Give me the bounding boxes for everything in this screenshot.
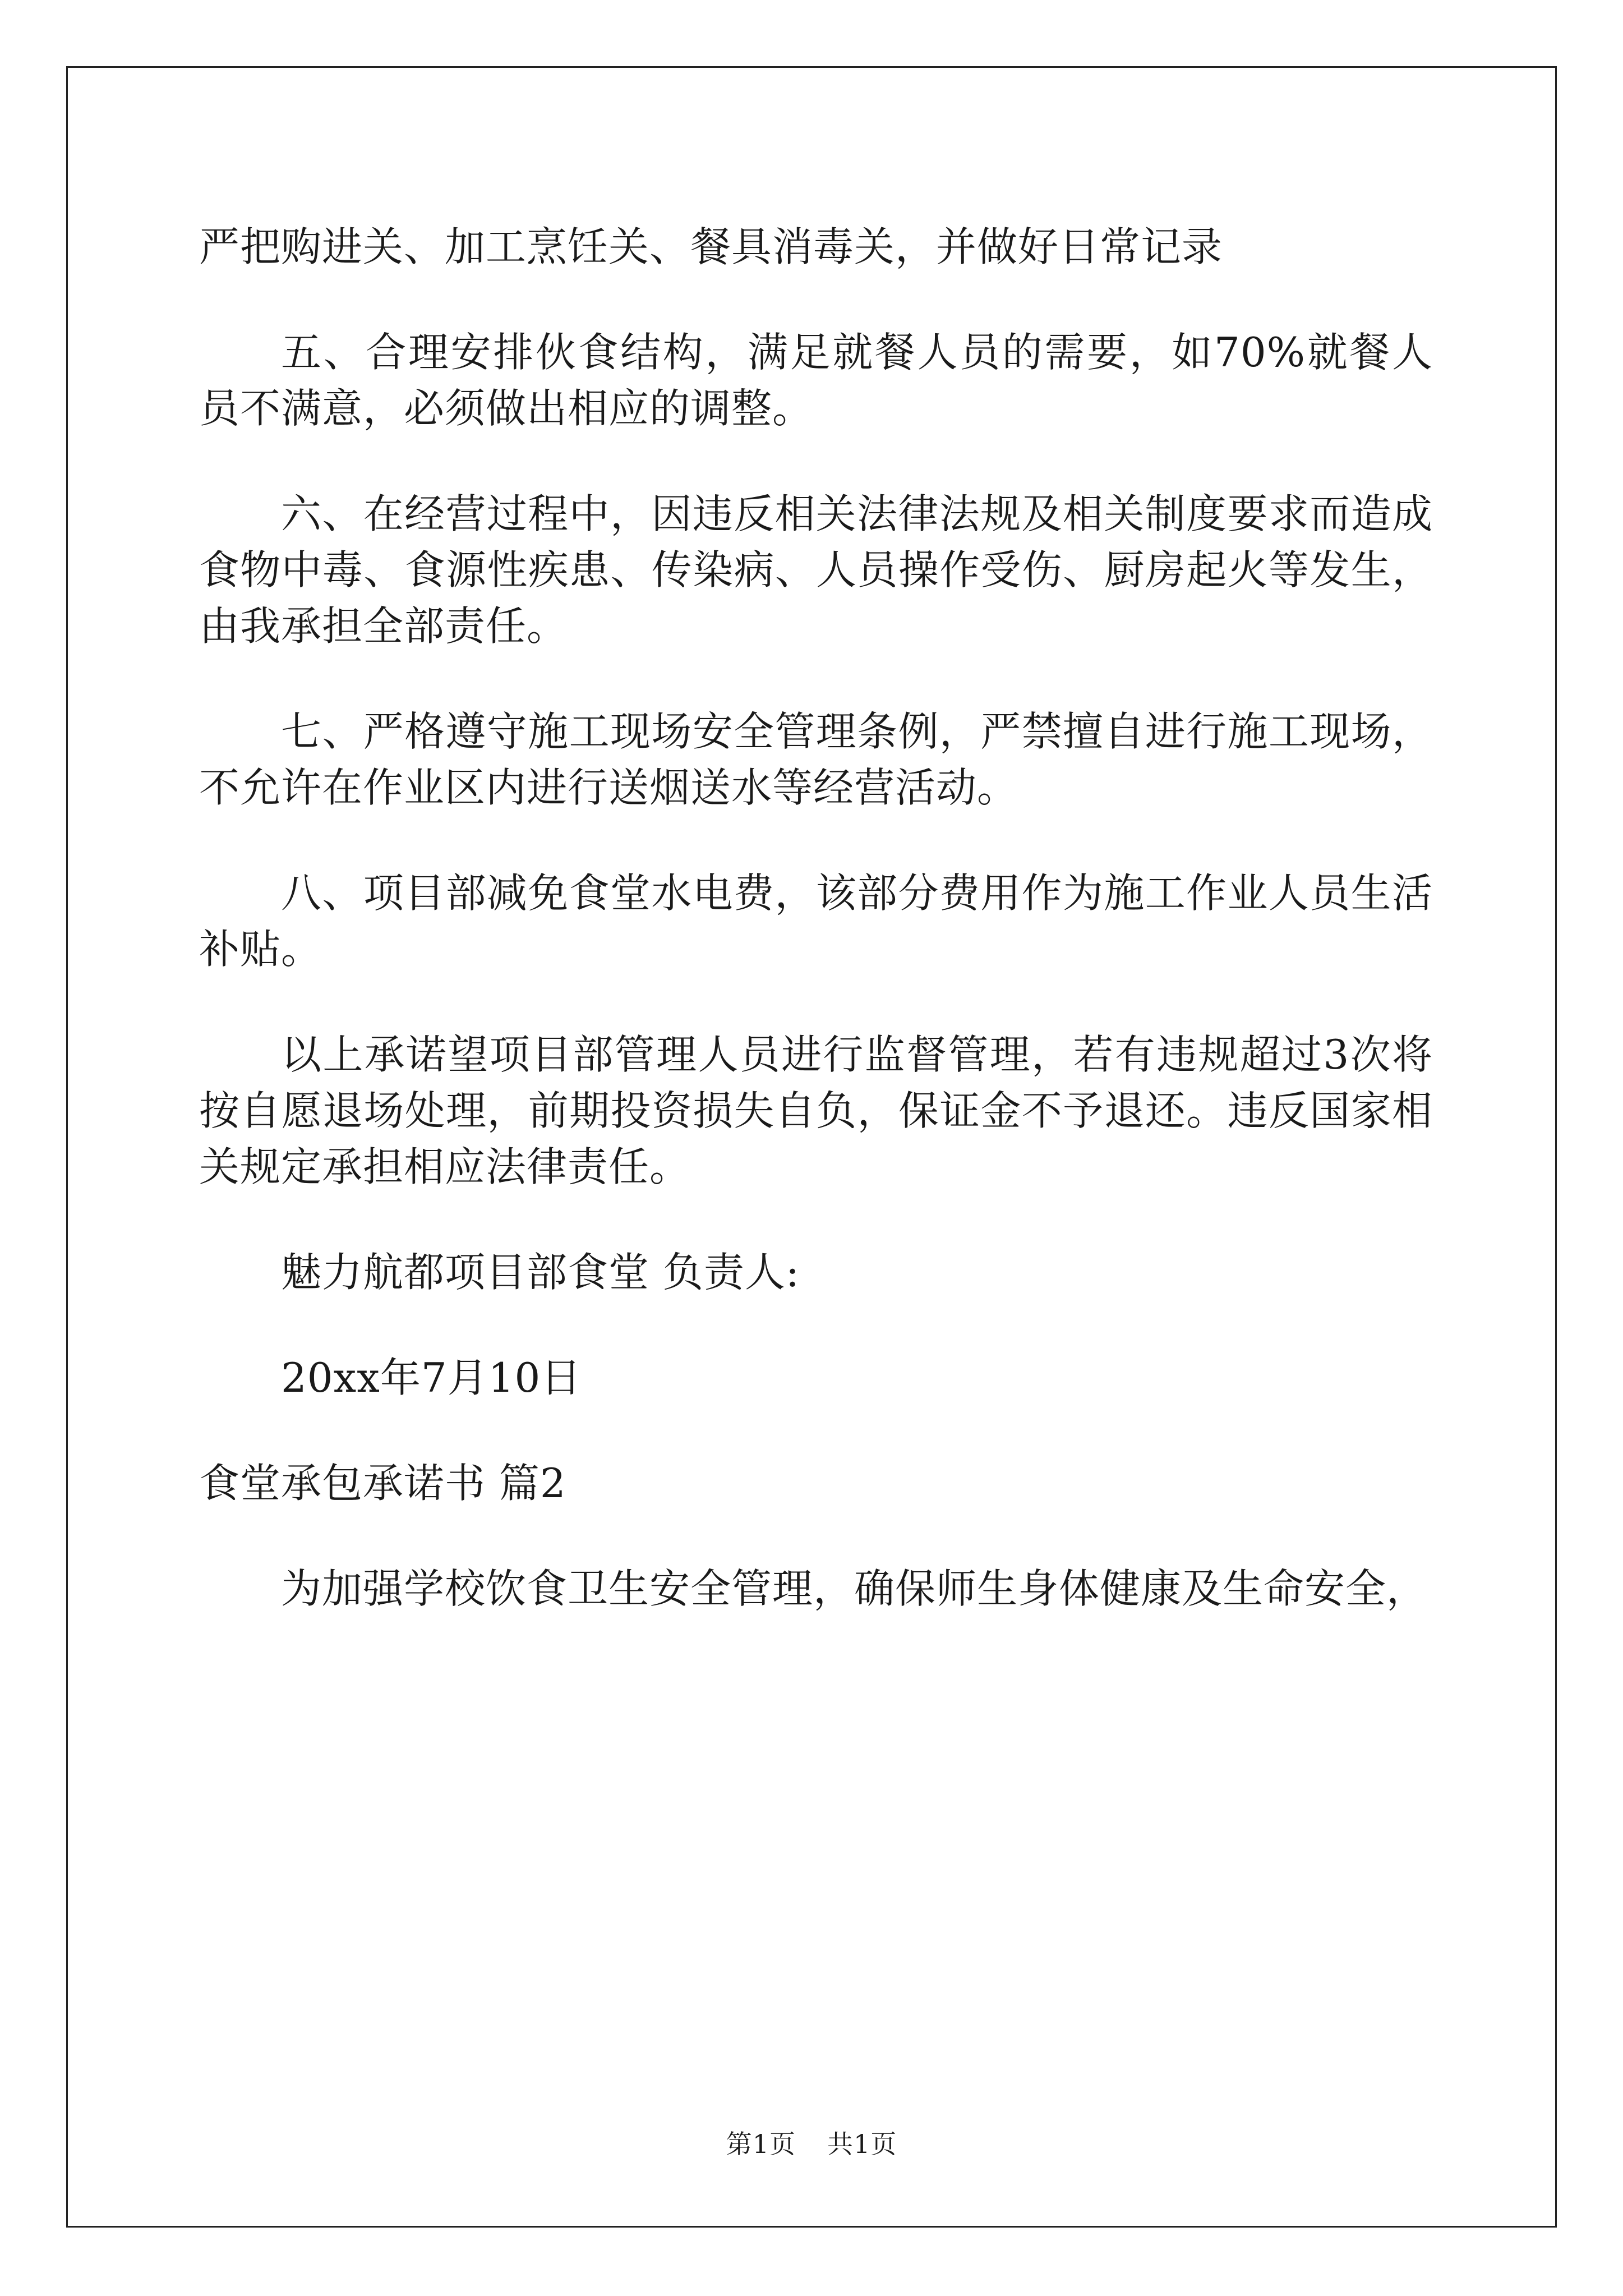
section-heading: 食堂承包承诺书 篇2 bbox=[199, 1460, 566, 1507]
signature-line: 魅力航都项目部食堂 负责人: bbox=[281, 1249, 800, 1296]
paragraph-1: 严把购进关、加工烹饪关、餐具消毒关，并做好日常记录 bbox=[199, 223, 1223, 270]
paragraph-item-6: 六、在经营过程中，因违反相关法律法规及相关制度要求而造成食物中毒、食源性疾患、传染病、人员操作受伤、厨房起火等发生，由我承担全部责任。 bbox=[199, 490, 1433, 650]
page-number: 第1页 bbox=[726, 2129, 796, 2159]
paragraph-commitment-summary: 以上承诺望项目部管理人员进行监督管理，若有违规超过3次将按自愿退场处理，前期投资损失自负，保证金不予退还。违反国家相关规定承担相应法律责任。 bbox=[199, 1031, 1433, 1190]
paragraph-item-7: 七、严格遵守施工现场安全管理条例，严禁擅自进行施工现场，不允许在作业区内进行送烟送水等经营活动。 bbox=[199, 708, 1433, 811]
document-body bbox=[199, 219, 1433, 1666]
page-footer bbox=[0, 2127, 1623, 2161]
paragraph-item-5: 五、合理安排伙食结构，满足就餐人员的需要，如70%就餐人员不满意，必须做出相应的调整。 bbox=[199, 329, 1433, 432]
paragraph-item-8: 八、项目部减免食堂水电费，该部分费用作为施工作业人员生活补贴。 bbox=[199, 869, 1433, 973]
paragraph-intro-section-2: 为加强学校饮食卫生安全管理，确保师生身体健康及生命安全， bbox=[281, 1565, 1428, 1612]
date-line: 20xx年7月10日 bbox=[281, 1354, 582, 1401]
page-total: 共1页 bbox=[827, 2129, 897, 2159]
